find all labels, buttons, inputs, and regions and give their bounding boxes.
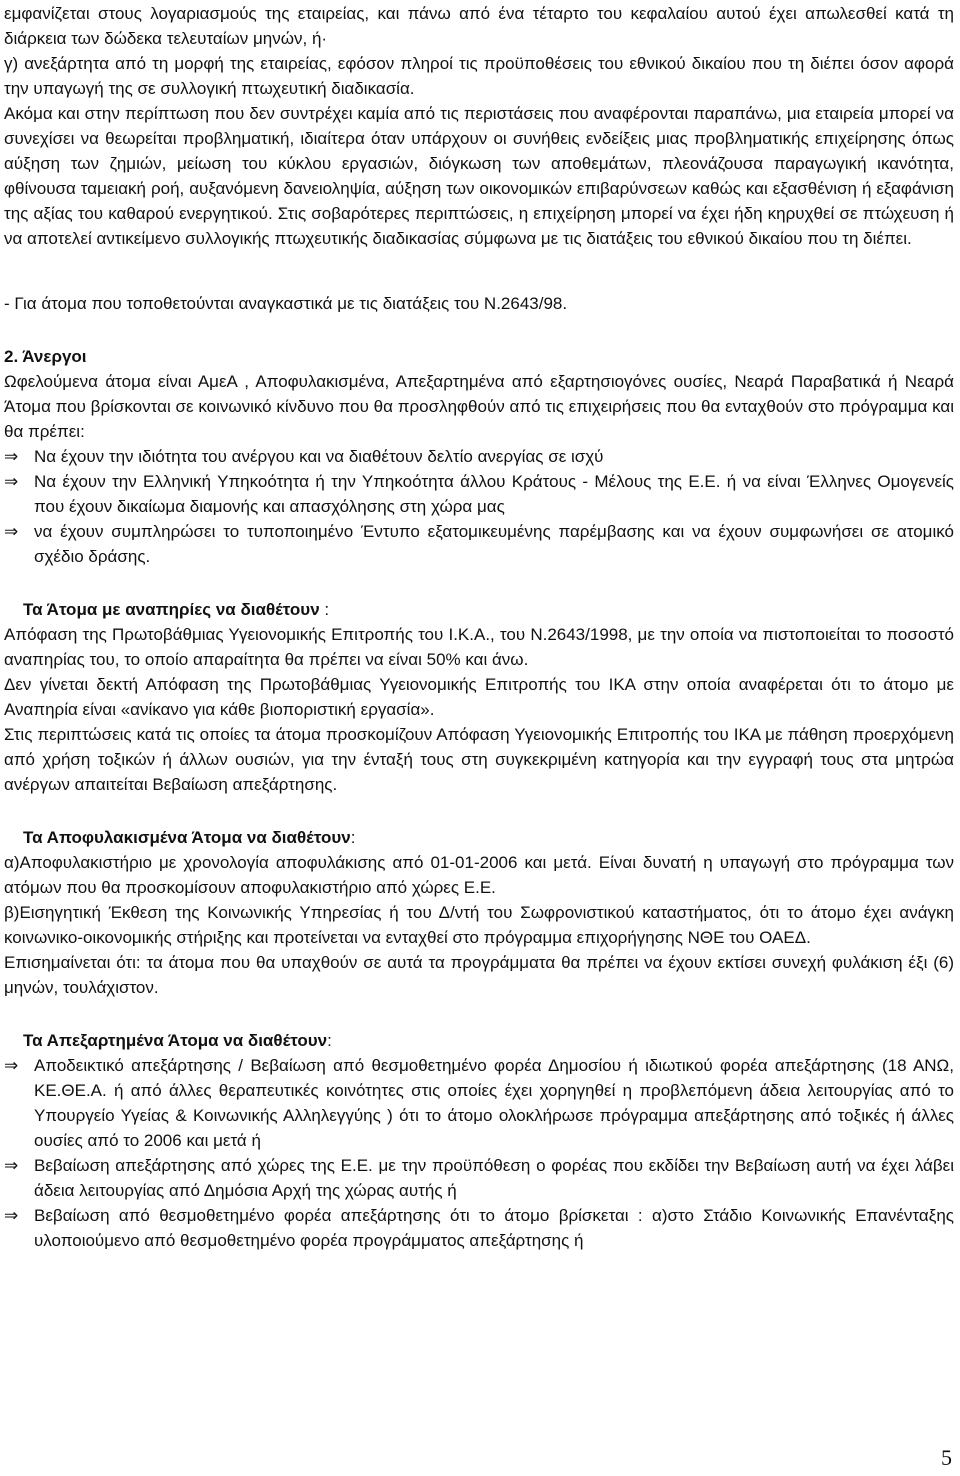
subheading-addicts-text: Τα Απεξαρτημένα Άτομα να διαθέτουν bbox=[23, 1031, 328, 1050]
subheading-disabled bbox=[4, 597, 954, 622]
paragraph-beneficiaries: Ωφελούμενα άτομα είναι ΑμεΑ , Αποφυλακισμένα, Απεξαρτημένα από εξαρτησιογόνες ουσίες, Νεαρά Παραβατικά ή Νεαρά Άτομα που βρίσκονται σε κοινωνικό κίνδυνο που θα προσληφθούν από τις επιχειρήσεις που θα ενταχθούν στο πρόγραμμα και θα πρέπει: bbox=[4, 372, 954, 441]
document-page bbox=[4, 1, 954, 1253]
arrow-right-icon: ⇒ bbox=[4, 447, 19, 466]
paragraph-disabled-2: Δεν γίνεται δεκτή Απόφαση της Πρωτοβάθμιας Υγειονομικής Επιτροπής του ΙΚΑ στην οποία αναφέρεται ότι το άτομο με Αναπηρία είναι «ανίκανο για κάθε βιοποριστική εργασία». bbox=[4, 675, 954, 719]
paragraph-intro-2: γ) ανεξάρτητα από τη μορφή της εταιρείας, εφόσον πληροί τις προϋποθέσεις του εθνικού δικαίου που τη διέπει όσον αφορά την υπαγωγή της σε συλλογική πτωχευτική διαδικασία. bbox=[4, 54, 954, 98]
arrow-right-icon: ⇒ bbox=[4, 472, 19, 491]
list-item-text: Βεβαίωση από θεσμοθετημένο φορέα απεξάρτησης ότι το άτομο βρίσκεται : α)στο Στάδιο Κοινωνικής Επανένταξης υλοποιούμενο από θεσμοθετημένο φορέα προγράμματος απεξάρτησης ή bbox=[34, 1206, 954, 1250]
subheading-colon: : bbox=[319, 600, 330, 619]
list-item bbox=[4, 519, 954, 569]
arrow-right-icon: ⇒ bbox=[4, 1056, 19, 1075]
list-item bbox=[4, 469, 954, 519]
arrow-right-icon: ⇒ bbox=[4, 1206, 19, 1225]
subheading-colon: : bbox=[327, 1031, 332, 1050]
list-item bbox=[4, 1053, 954, 1153]
paragraph-exoffenders-1: α)Αποφυλακιστήριο με χρονολογία αποφυλάκισης από 01-01-2006 και μετά. Είναι δυνατή η υπαγωγή στο πρόγραμμα των ατόμων που θα προσκομίσουν αποφυλακιστήριο από χώρες Ε.Ε. bbox=[4, 853, 954, 897]
page-number: 5 bbox=[941, 1445, 952, 1470]
subheading-colon: : bbox=[350, 828, 356, 847]
paragraph-intro-3: Ακόμα και στην περίπτωση που δεν συντρέχει καμία από τις περιστάσεις που αναφέρονται παραπάνω, μια εταιρεία μπορεί να συνεχίσει να θεωρείται προβληματική, ιδιαίτερα όταν υπάρχουν οι συνήθεις ενδείξεις μιας προβληματικής επιχείρησης όπως αύξηση των ζημιών, μείωση του κύκλου εργασιών, διόγκωση των αποθεμάτων, πλεονάζουσα παραγωγική ικανότητα, φθίνουσα ταμειακή ροή, αυξανόμενη δανειοληψία, αύξηση των οικονομικών επιβαρύνσεων καθώς και εξασθένιση ή εξαφάνιση της αξίας του καθαρού ενεργητικού. Στις σοβαρότερες περιπτώσεις, η επιχείρηση μπορεί να έχει ήδη κηρυχθεί σε πτώχευση ή να αποτελεί αντικείμενο συλλογικής πτωχευτικής διαδικασίας σύμφωνα με τις διατάξεις του εθνικού δικαίου που τη διέπει. bbox=[4, 104, 954, 248]
subheading-exoffenders-text: Τα Αποφυλακισμένα Άτομα να διαθέτουν bbox=[23, 828, 351, 847]
paragraph-intro-1: εμφανίζεται στους λογαριασμούς της εταιρείας, και πάνω από ένα τέταρτο του κεφαλαίου αυτού έχει απωλεσθεί κατά τη διάρκεια των δώδεκα τελευταίων μηνών, ή· bbox=[4, 4, 954, 48]
list-item bbox=[4, 444, 954, 469]
arrow-right-icon: ⇒ bbox=[4, 522, 19, 541]
paragraph-disabled-3: Στις περιπτώσεις κατά τις οποίες τα άτομα προσκομίζουν Απόφαση Υγειονομικής Επιτροπής του ΙΚΑ με πάθηση προερχόμενη από χρήση τοξικών ή άλλων ουσιών, για την ένταξή τους στη συγκεκριμένη κατηγορία και την εγγραφή τους στα μητρώα ανέργων απαιτείται Βεβαίωση απεξάρτησης. bbox=[4, 725, 954, 794]
paragraph-law-reference: - Για άτομα που τοποθετούνται αναγκαστικά με τις διατάξεις του Ν.2643/98. bbox=[4, 294, 568, 313]
list-item-text: Να έχουν την ιδιότητα του ανέργου και να διαθέτουν δελτίο ανεργίας σε ισχύ bbox=[34, 447, 604, 466]
list-item-text: Βεβαίωση απεξάρτησης από χώρες της Ε.Ε. με την προϋπόθεση ο φορέας που εκδίδει την Βεβαίωση αυτή να έχει λάβει άδεια λειτουργίας από Δημόσια Αρχή της χώρας αυτής ή bbox=[34, 1156, 954, 1200]
paragraph-disabled-1: Απόφαση της Πρωτοβάθμιας Υγειονομικής Επιτροπής του Ι.Κ.Α., του Ν.2643/1998, με την οποία να πιστοποιείται το ποσοστό αναπηρίας του, το οποίο απαραίτητα θα πρέπει να είναι 50% και άνω. bbox=[4, 625, 954, 669]
subheading-addicts bbox=[4, 1028, 954, 1053]
paragraph-exoffenders-3: Επισημαίνεται ότι: τα άτομα που θα υπαχθούν σε αυτά τα προγράμματα θα πρέπει να έχουν εκτίσει συνεχή φυλάκιση έξι (6) μηνών, τουλάχιστον. bbox=[4, 953, 954, 997]
subheading-disabled-text: Τα Άτομα με αναπηρίες να διαθέτουν bbox=[23, 600, 320, 619]
list-item bbox=[4, 1153, 954, 1203]
arrow-right-icon: ⇒ bbox=[4, 1156, 19, 1175]
list-item-text: Αποδεικτικό απεξάρτησης / Βεβαίωση από θεσμοθετημένο φορέα Δημοσίου ή ιδιωτικού φορέα απεξάρτησης (18 ΑΝΩ, ΚΕ.ΘΕ.Α. ή από άλλες θεραπευτικές κοινότητες στις οποίες έχει χορηγηθεί η προβλεπόμενη άδεια λειτουργίας από το Υπουργείο Υγείας & Κοινωνικής Αλληλεγγύης ) ότι το άτομο ολοκλήρωσε πρόγραμμα απεξάρτησης από τοξικές ή άλλες ουσίες από το 2006 και μετά ή bbox=[34, 1056, 954, 1150]
paragraph-exoffenders-2: β)Εισηγητική Έκθεση της Κοινωνικής Υπηρεσίας ή του Δ/ντή του Σωφρονιστικού καταστήματος, ότι το άτομο έχει ανάγκη κοινωνικο-οικονομικής στήριξης και προτείνεται να ενταχθεί στο πρόγραμμα επιχορήγησης ΝΘΕ του ΟΑΕΔ. bbox=[4, 903, 954, 947]
subheading-exoffenders bbox=[4, 825, 954, 850]
list-item-text: Να έχουν την Ελληνική Υπηκοότητα ή την Υπηκοότητα άλλου Κράτους - Μέλους της Ε.Ε. ή να είναι Έλληνες Ομογενείς που έχουν δικαίωμα διαμονής και απασχόλησης στη χώρα μας bbox=[34, 472, 954, 516]
list-item-text: να έχουν συμπληρώσει το τυποποιημένο Έντυπο εξατομικευμένης παρέμβασης και να έχουν συμφωνήσει σε ατομικό σχέδιο δράσης. bbox=[34, 522, 954, 566]
section-heading-unemployed: 2. Άνεργοι bbox=[4, 347, 87, 366]
list-item bbox=[4, 1203, 954, 1253]
